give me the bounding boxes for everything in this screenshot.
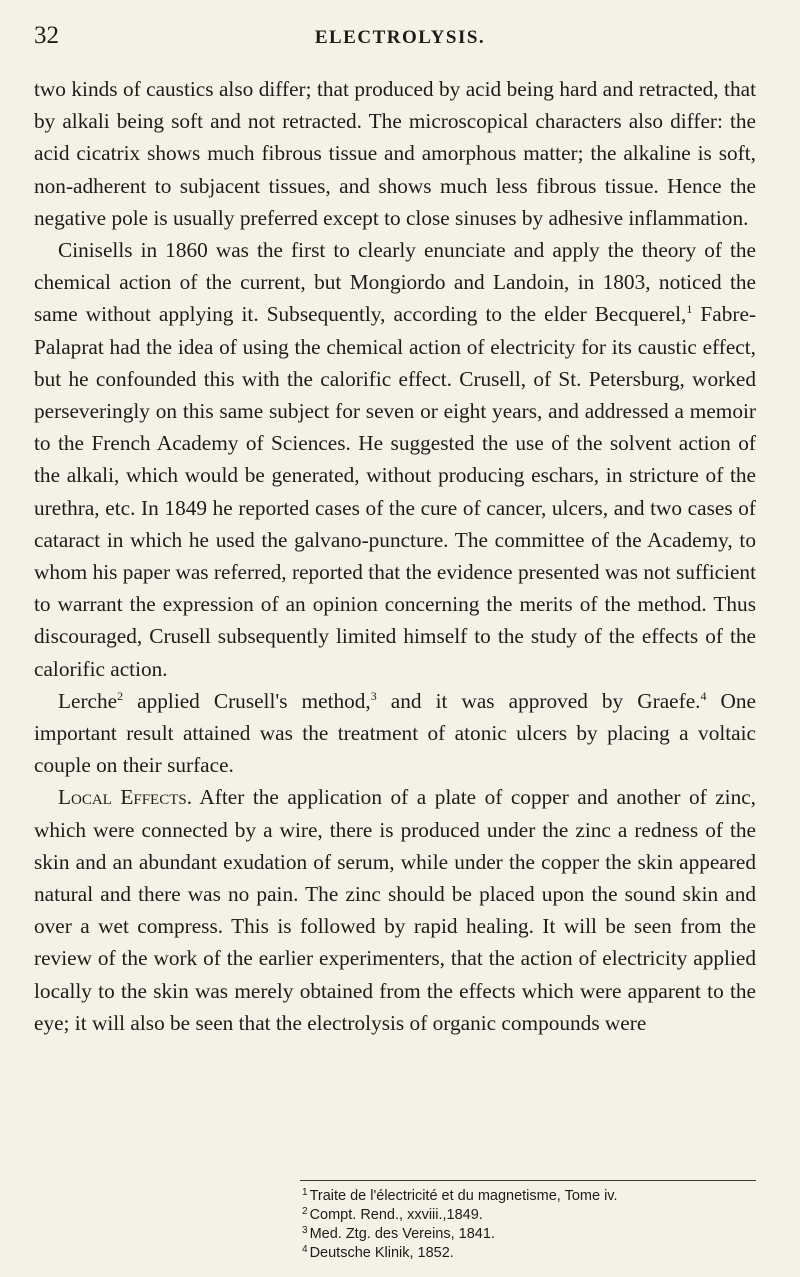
footnote-4: [302, 1244, 762, 1263]
paragraph-1: two kinds of caustics also differ; that produced by acid being hard and retracted, that by alkali being soft and not retracted. The microscopical characters also differ: the acid cicatrix shows much fibrous tissue and amorphous matter; the alkaline is soft, non-adherent to subjacent tissues, and shows much less fibrous tissue. Hence the negative pole is usually preferred except to close sinuses by adhesive inflammation.: [34, 77, 756, 230]
paragraph-2-text-b: Fabre-Palaprat had the idea of using the chemical action of electricity for its caustic effect, but he confounded this with the calorific effect. Crusell, of St. Petersburg, worked perseveringly on this same subject for seven or eight years, and addressed a memoir to the French Academy of Sciences. He suggested the use of the solvent action of the alkali, which would be generated, without producing eschars, in stricture of the urethra, etc. In 1849 he reported cases of the cure of cancer, ulcers, and two cases of cataract in which he used the galvano-puncture. The committee of the Academy, to whom his paper was referred, reported that the evidence presented was not sufficient to warrant the expression of an opinion concerning the merits of the method. Thus discouraged, Crusell subsequently limited himself to the study of the effects of the calorific action.: [34, 302, 756, 681]
footnote-text: Traite de l'électricité et du magnetisme, Tome iv.: [309, 1188, 618, 1204]
paragraph-4-text: After the application of a plate of copper and another of zinc, which were connected by a wire, there is produced under the zinc a redness of the skin and an abundant exudation of serum, while under the copper the skin appeared natural and there was no pain. The zinc should be placed upon the sound skin and over a wet compress. This is followed by rapid healing. It will be seen from the review of the work of the earlier experimenters, that the action of electricity applied locally to the skin was merely obtained from the effects which were apparent to the eye; it will also be seen that the electrolysis of organic compounds were: [34, 785, 756, 1035]
footnote-1: [302, 1187, 762, 1206]
footnote-3: [302, 1225, 762, 1244]
footnote-mark: 2: [302, 1206, 308, 1217]
paragraph-3-text-a: Lerche: [58, 688, 118, 713]
footnote-mark: 3: [302, 1225, 308, 1236]
paragraph-3-text-c: and it was approved by Graefe.: [376, 688, 701, 713]
paragraph-2-text-a: Cinisells in 1860 was the first to clearly enunciate and apply the theory of the chemical action of the current, but Mongiordo and Landoin, in 1803, noticed the same without applying it. Subsequently, according to the elder Becquerel,: [34, 238, 756, 327]
section-heading-local-effects: Local Effects.: [58, 785, 193, 810]
running-head: ELECTROLYSIS.: [314, 27, 486, 48]
body-text: [34, 73, 756, 1039]
paragraph-2: [34, 234, 756, 685]
footnote-ref-2: 2: [117, 688, 124, 703]
footnote-text: Compt. Rend., xxviii.,1849.: [309, 1207, 483, 1223]
paragraph-3-text-d: One important result attained was the treatment of atonic ulcers by placing a voltaic couple on their surface.: [34, 688, 757, 778]
paragraph-3: [34, 685, 756, 782]
footnote-text: Med. Ztg. des Vereins, 1841.: [309, 1226, 495, 1242]
footnote-ref-3: 3: [370, 688, 377, 703]
footnote-divider: [300, 1180, 756, 1181]
footnote-mark: 1: [302, 1187, 308, 1198]
paragraph-3-text-b: applied Crusell's method,: [123, 688, 371, 713]
footnotes: [302, 1187, 762, 1263]
footnote-2: [302, 1206, 762, 1225]
page-number: 32: [34, 22, 59, 49]
footnote-text: Deutsche Klinik, 1852.: [309, 1245, 454, 1261]
paragraph-4: [34, 781, 756, 1039]
footnote-ref-4: 4: [700, 688, 707, 703]
footnote-ref-1: 1: [686, 302, 693, 317]
footnote-mark: 4: [302, 1244, 308, 1255]
